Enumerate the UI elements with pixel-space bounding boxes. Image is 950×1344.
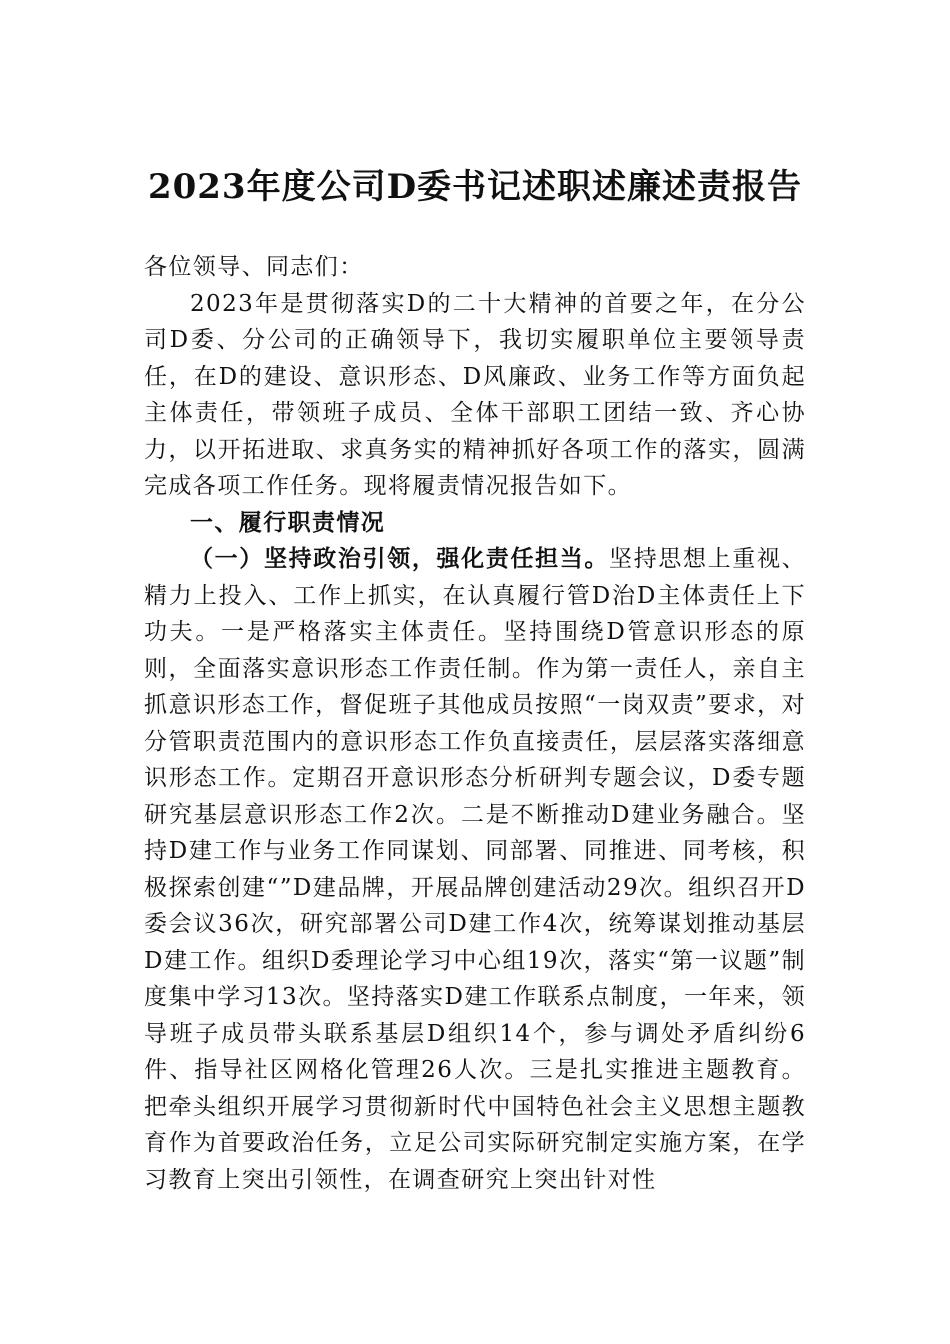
subsection-body: 坚持思想上重视、精力上投入、工作上抓实，在认真履行管D治D主体责任上下功夫。一是严格落实主体责任。坚持围绕D管意识形态的原则，全面落实意识形态工作责任制。作为第一责任人，亲自主抓意识形态工作，督促班子其他成员按照“一岗双责”要求，对分管职责范围内的意识形态工作负直接责任，层层落实落细意识形态工作。定期召开意识形态分析研判专题会议，D委专题研究基层意识形态工作2次。二是不断推动D建业务融合。坚持D建工作与业务工作同谋划、同部署、同推进、同考核，积极探索创建“”D建品牌，开展品牌创建活动29次。组织召开D委会议36次，研究部署公司D建工作4次，统筹谋划推动基层D建工作。组织D委理论学习中心组19次，落实“第一议题”制度集中学习13次。坚持落实D建工作联系点制度，一年来，领导班子成员带头联系基层D组织14个，参与调处矛盾纠纷6件、指导社区网格化管理26人次。三是扎实推进主题教育。把牵头组织开展学习贯彻新时代中国特色社会主义思想主题教育作为首要政治任务，立足公司实际研究制定实施方案，在学习教育上突出引领性，在调查研究上突出针对性: [144, 546, 806, 1193]
document-body: [144, 249, 806, 1198]
section-heading: 一、履行职责情况: [190, 508, 386, 536]
subsection-paragraph: [144, 541, 806, 1198]
salutation: 各位领导、同志们：: [144, 254, 364, 280]
document-title: 2023年度公司D委书记述职述廉述责报告: [147, 167, 803, 207]
subsection-lead: （一）坚持政治引领，强化责任担当。: [190, 545, 610, 572]
intro-paragraph: 2023年是贯彻落实D的二十大精神的首要之年，在分公司D委、分公司的正确领导下，我切实履职单位主要领导责任，在D的建设、意识形态、D风廉政、业务工作等方面负起主体责任，带领班子成员、全体干部职工团结一致、齐心协力，以开拓进取、求真务实的精神抓好各项工作的落实，圆满完成各项工作任务。现将履责情况报告如下。: [144, 290, 806, 499]
